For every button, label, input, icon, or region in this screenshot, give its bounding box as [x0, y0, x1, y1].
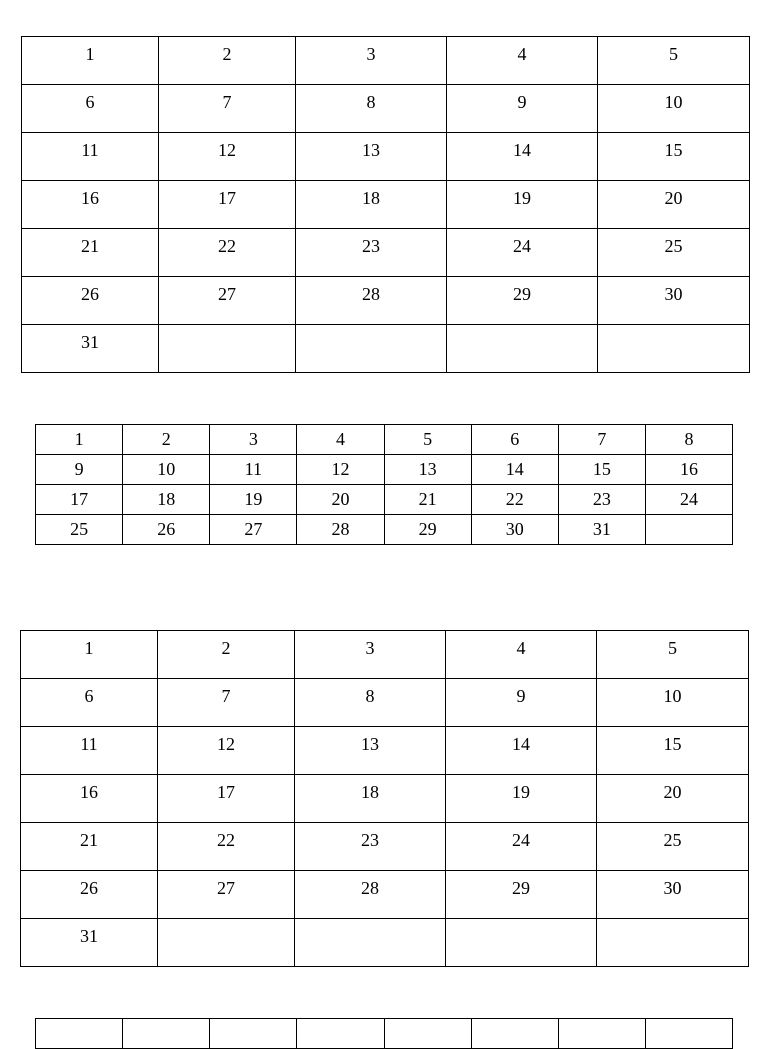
table-cell: 17 — [159, 181, 296, 229]
table-cell: 5 — [598, 37, 750, 85]
table-cell: 19 — [446, 775, 597, 823]
table-row — [21, 679, 749, 727]
table-cell: 22 — [158, 823, 295, 871]
table-cell: 1 — [36, 425, 123, 455]
table-row — [22, 85, 750, 133]
table-cell: 20 — [598, 181, 750, 229]
table-row — [36, 1019, 733, 1049]
table-cell: 10 — [123, 455, 210, 485]
table-cell: 3 — [210, 425, 297, 455]
table-cell: 9 — [446, 679, 597, 727]
table-row — [22, 181, 750, 229]
table-cell: 25 — [36, 515, 123, 545]
table-cell: 13 — [296, 133, 447, 181]
table-cell: 29 — [447, 277, 598, 325]
table-cell — [558, 1019, 645, 1049]
table-row — [22, 277, 750, 325]
table-cell — [446, 919, 597, 967]
table-cell: 10 — [597, 679, 749, 727]
table-cell: 17 — [158, 775, 295, 823]
table-cell: 15 — [597, 727, 749, 775]
table-cell: 2 — [159, 37, 296, 85]
table-cell — [597, 919, 749, 967]
table-cell: 31 — [558, 515, 645, 545]
table-cell: 13 — [295, 727, 446, 775]
table-row — [21, 631, 749, 679]
table-cell: 20 — [597, 775, 749, 823]
table-cell: 12 — [159, 133, 296, 181]
table-cell — [471, 1019, 558, 1049]
table-cell: 14 — [447, 133, 598, 181]
table-cell: 1 — [21, 631, 158, 679]
table-cell: 22 — [159, 229, 296, 277]
table-cell: 28 — [295, 871, 446, 919]
table-row — [36, 455, 733, 485]
table-row — [21, 727, 749, 775]
table-cell: 4 — [446, 631, 597, 679]
table-cell: 23 — [296, 229, 447, 277]
table-cell — [297, 1019, 384, 1049]
table-cell: 28 — [296, 277, 447, 325]
table-cell: 7 — [158, 679, 295, 727]
table-cell: 9 — [36, 455, 123, 485]
table-cell: 29 — [384, 515, 471, 545]
table-cell: 29 — [446, 871, 597, 919]
table-cell: 14 — [471, 455, 558, 485]
table-cell: 10 — [598, 85, 750, 133]
table-row — [22, 133, 750, 181]
table-cell: 11 — [210, 455, 297, 485]
table-cell: 13 — [384, 455, 471, 485]
table-cell: 23 — [295, 823, 446, 871]
table-cell: 3 — [295, 631, 446, 679]
table-cell: 18 — [296, 181, 447, 229]
table-row — [21, 919, 749, 967]
table-cell: 4 — [297, 425, 384, 455]
table-cell — [36, 1019, 123, 1049]
table-cell: 25 — [598, 229, 750, 277]
table-row — [36, 485, 733, 515]
table-cell: 30 — [597, 871, 749, 919]
table-cell: 21 — [22, 229, 159, 277]
day-grid-table-5-col-second — [20, 630, 749, 967]
table-cell: 16 — [645, 455, 732, 485]
table-cell: 27 — [159, 277, 296, 325]
day-grid-table-8-col-second — [35, 1018, 733, 1049]
table-cell: 5 — [597, 631, 749, 679]
table-cell: 3 — [296, 37, 447, 85]
table-cell: 20 — [297, 485, 384, 515]
table-cell: 21 — [21, 823, 158, 871]
table-cell: 18 — [295, 775, 446, 823]
table-cell: 15 — [598, 133, 750, 181]
table-cell: 11 — [22, 133, 159, 181]
table-cell: 12 — [158, 727, 295, 775]
table-row — [22, 325, 750, 373]
table-cell: 25 — [597, 823, 749, 871]
table-cell: 6 — [22, 85, 159, 133]
table-cell: 11 — [21, 727, 158, 775]
table-row — [21, 871, 749, 919]
table-cell — [598, 325, 750, 373]
table-cell: 8 — [645, 425, 732, 455]
table-cell: 4 — [447, 37, 598, 85]
table-cell: 26 — [21, 871, 158, 919]
table-cell — [296, 325, 447, 373]
table-cell — [645, 515, 732, 545]
table-cell: 30 — [598, 277, 750, 325]
table-cell: 19 — [447, 181, 598, 229]
table-cell: 6 — [21, 679, 158, 727]
table-cell: 28 — [297, 515, 384, 545]
table-cell: 15 — [558, 455, 645, 485]
table-cell — [295, 919, 446, 967]
table-cell: 7 — [558, 425, 645, 455]
table-cell: 2 — [158, 631, 295, 679]
table-cell: 14 — [446, 727, 597, 775]
table-cell: 26 — [123, 515, 210, 545]
table-cell: 16 — [21, 775, 158, 823]
day-grid-table-5-col — [21, 36, 750, 373]
table-cell — [645, 1019, 732, 1049]
table-row — [36, 515, 733, 545]
table-cell: 27 — [158, 871, 295, 919]
table-cell: 8 — [295, 679, 446, 727]
table-cell — [158, 919, 295, 967]
table-cell: 5 — [384, 425, 471, 455]
day-grid-table-8-col — [35, 424, 733, 545]
table-cell: 24 — [446, 823, 597, 871]
table-row — [22, 229, 750, 277]
table-row — [21, 775, 749, 823]
table-cell: 12 — [297, 455, 384, 485]
table-cell: 24 — [447, 229, 598, 277]
table-cell: 8 — [296, 85, 447, 133]
table-cell: 17 — [36, 485, 123, 515]
table-cell: 19 — [210, 485, 297, 515]
table-row — [36, 425, 733, 455]
table-cell: 24 — [645, 485, 732, 515]
table-cell — [447, 325, 598, 373]
table-row — [21, 823, 749, 871]
table-cell: 23 — [558, 485, 645, 515]
table-cell — [210, 1019, 297, 1049]
table-cell: 31 — [21, 919, 158, 967]
table-cell: 6 — [471, 425, 558, 455]
table-cell — [384, 1019, 471, 1049]
table-row — [22, 37, 750, 85]
table-cell: 2 — [123, 425, 210, 455]
table-cell: 30 — [471, 515, 558, 545]
table-cell: 27 — [210, 515, 297, 545]
table-cell: 31 — [22, 325, 159, 373]
table-cell: 22 — [471, 485, 558, 515]
table-cell: 16 — [22, 181, 159, 229]
table-cell: 26 — [22, 277, 159, 325]
table-cell: 21 — [384, 485, 471, 515]
table-cell: 1 — [22, 37, 159, 85]
table-cell — [123, 1019, 210, 1049]
table-cell: 7 — [159, 85, 296, 133]
table-cell: 18 — [123, 485, 210, 515]
table-cell: 9 — [447, 85, 598, 133]
table-cell — [159, 325, 296, 373]
